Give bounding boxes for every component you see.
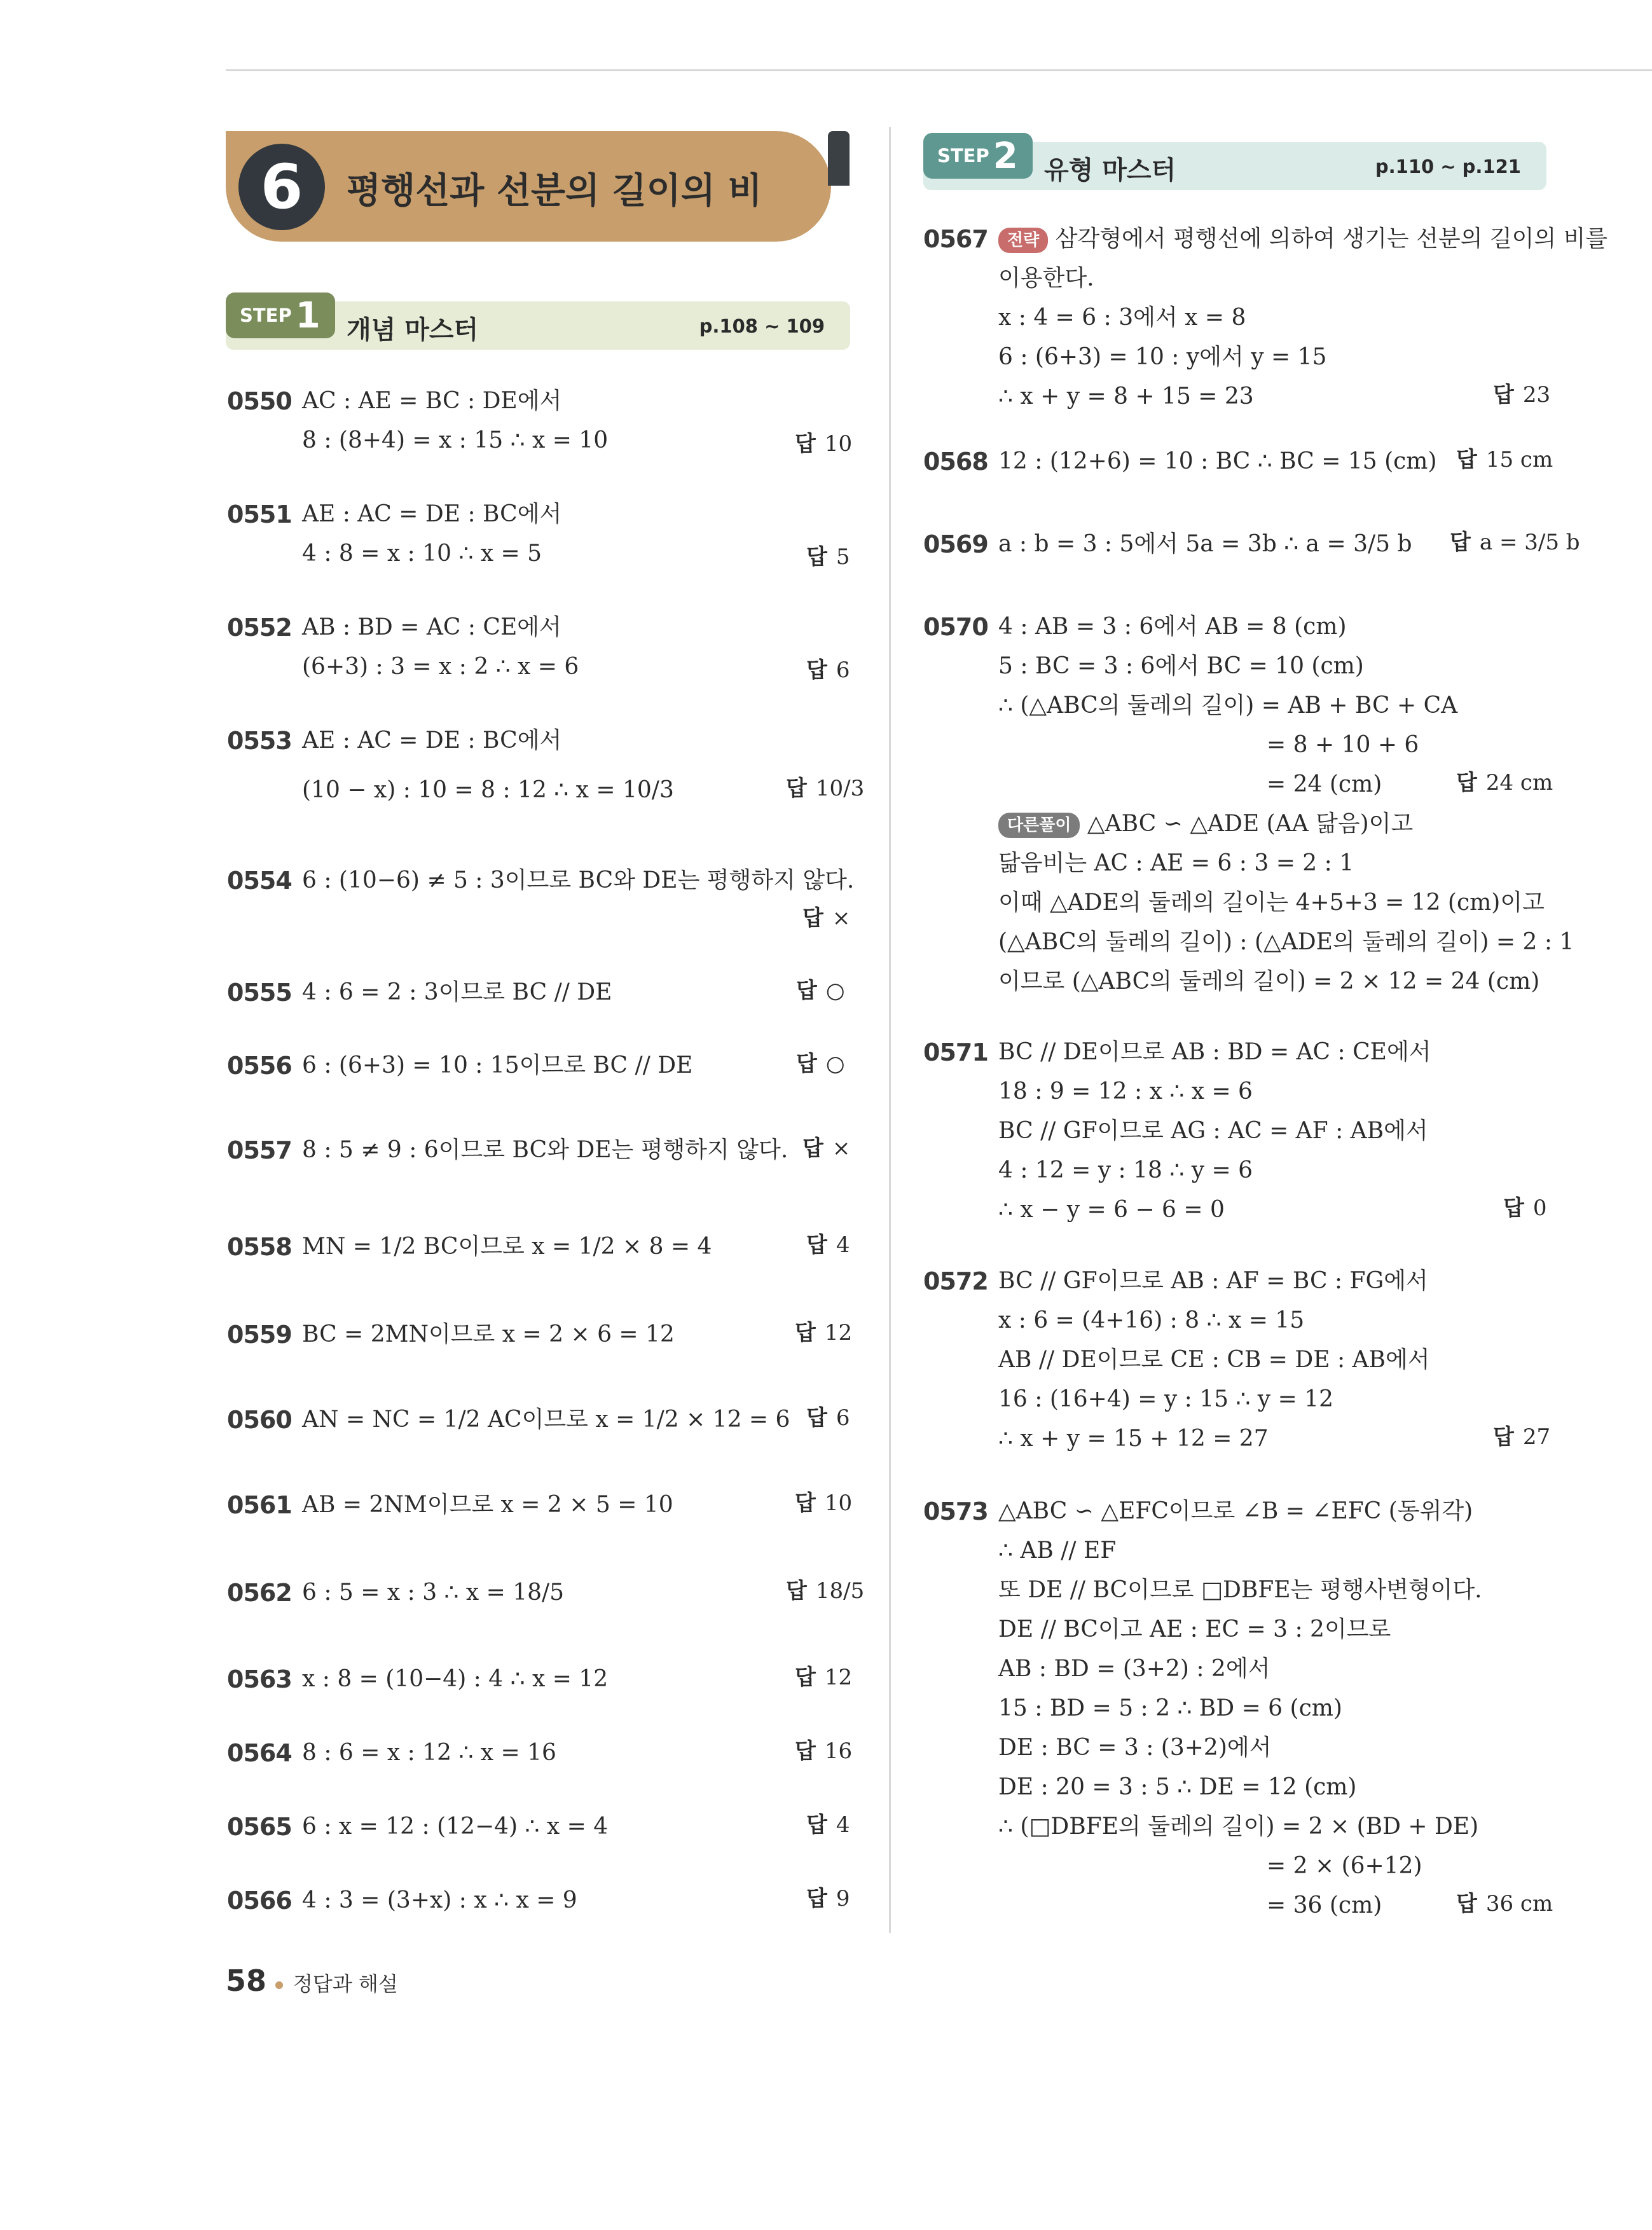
problem-number: 0562 — [227, 1579, 292, 1607]
solution-line: 6 : (6+3) = 10 : 15이므로 BC // DE — [302, 1052, 693, 1078]
solution-line: (10 − x) : 10 = 8 : 12 ∴ x = 10/3 — [302, 777, 674, 803]
solution-line: BC // GF이므로 AG : AC = AF : AB에서 — [998, 1118, 1428, 1144]
problem-number: 0564 — [227, 1739, 292, 1767]
step2-title: 유형 마스터 — [1044, 156, 1176, 185]
solution-line: AB = 2NM이므로 x = 2 × 5 = 10 — [302, 1492, 673, 1518]
answer-value: 10 — [824, 1490, 853, 1516]
step1-pages: p.108 ~ 109 — [699, 315, 825, 337]
answer-label: 답 — [795, 1320, 816, 1346]
step1-number: 1 — [295, 294, 320, 336]
problem-number: 0567 — [923, 225, 988, 253]
answer-0570 — [1456, 765, 1553, 796]
answer-value: 23 — [1522, 382, 1551, 408]
answer-0550 — [795, 426, 852, 457]
step2-word: STEP — [937, 145, 989, 167]
answer-label: 답 — [795, 431, 816, 457]
answer-0555 — [796, 973, 845, 1004]
solution-line: 16 : (16+4) = y : 15 ∴ y = 12 — [998, 1386, 1333, 1412]
solution-line: 5 : BC = 3 : 6에서 BC = 10 (cm) — [998, 653, 1364, 679]
step2-badge — [923, 133, 1033, 179]
solution-line: (△ABC의 둘레의 길이) : (△ADE의 둘레의 길이) = 2 : 1 — [998, 929, 1574, 955]
answer-value: 10/3 — [815, 776, 865, 801]
solution-line: x : 4 = 6 : 3에서 x = 8 — [998, 305, 1246, 331]
answer-label: 답 — [795, 1738, 816, 1764]
problem-number: 0555 — [227, 979, 292, 1007]
top-rule — [226, 69, 1652, 71]
footer-dot-icon — [275, 1981, 283, 1989]
solution-line: AB // DE이므로 CE : CB = DE : AB에서 — [998, 1347, 1430, 1373]
answer-0567 — [1493, 377, 1550, 408]
answer-0554 — [802, 900, 850, 932]
problem-number: 0554 — [227, 867, 292, 895]
step1-badge — [226, 293, 335, 338]
answer-0562 — [786, 1573, 864, 1604]
problem-number: 0572 — [923, 1267, 988, 1295]
solution-line: 이용한다. — [998, 265, 1094, 291]
answer-0553 — [786, 771, 864, 802]
solution-line: AB : BD = AC : CE에서 — [302, 614, 561, 640]
solution-line: ∴ x + y = 15 + 12 = 27 — [998, 1426, 1269, 1452]
answer-value: 24 cm — [1485, 770, 1553, 795]
solution-line: 또 DE // BC이므로 □DBFE는 평행사변형이다. — [998, 1577, 1482, 1603]
solution-line: ∴ x + y = 8 + 15 = 23 — [998, 383, 1254, 410]
solution-line: 18 : 9 = 12 : x ∴ x = 6 — [998, 1078, 1253, 1105]
solution-line: AN = NC = 1/2 AC이므로 x = 1/2 × 12 = 6 — [302, 1407, 790, 1433]
step2-number: 2 — [993, 135, 1018, 177]
step1-title: 개념 마스터 — [347, 315, 479, 345]
answer-0572 — [1493, 1419, 1550, 1450]
answer-0563 — [795, 1660, 852, 1691]
answer-0558 — [806, 1227, 850, 1258]
solution-line: BC // GF이므로 AB : AF = BC : FG에서 — [998, 1268, 1428, 1294]
problem-number: 0552 — [227, 614, 292, 642]
solution-line: 6 : (10−6) ≠ 5 : 3이므로 BC와 DE는 평행하지 않다. — [302, 867, 855, 893]
problem-number: 0565 — [227, 1813, 292, 1841]
answer-value: 6 — [836, 1405, 850, 1431]
solution-line: 6 : (6+3) = 10 : y에서 y = 15 — [998, 344, 1327, 370]
solution-line: DE : 20 = 3 : 5 ∴ DE = 12 (cm) — [998, 1774, 1357, 1800]
solution-line: 8 : 6 = x : 12 ∴ x = 16 — [302, 1740, 556, 1766]
answer-value: 12 — [824, 1320, 853, 1346]
answer-value: × — [832, 905, 851, 931]
answer-value: 9 — [836, 1886, 850, 1911]
answer-label: 답 — [795, 1665, 816, 1690]
answer-value: ○ — [825, 978, 845, 1003]
chapter-title: 평행선과 선분의 길이의 비 — [347, 170, 762, 212]
problem-number: 0557 — [227, 1136, 292, 1164]
solution-line: ∴ AB // EF — [998, 1538, 1117, 1564]
solution-line: = 2 × (6+12) — [1267, 1853, 1422, 1879]
solution-text: 삼각형에서 평행선에 의하여 생기는 선분의 길이의 비를 — [1055, 226, 1608, 252]
problem-number: 0571 — [923, 1038, 988, 1066]
solution-line: 이때 △ADE의 둘레의 길이는 4+5+3 = 12 (cm)이고 — [998, 890, 1545, 916]
problem-number: 0558 — [227, 1233, 292, 1261]
problem-number: 0559 — [227, 1321, 292, 1349]
answer-label: 답 — [795, 1490, 816, 1516]
column-divider — [889, 127, 891, 1933]
answer-label: 답 — [1450, 530, 1471, 555]
solution-line: = 8 + 10 + 6 — [1267, 732, 1419, 758]
answer-value: 10 — [824, 431, 853, 457]
alternative-solution-tag: 다른풀이 — [998, 813, 1080, 838]
solution-line: BC // DE이므로 AB : BD = AC : CE에서 — [998, 1039, 1431, 1065]
answer-value: 15 cm — [1485, 447, 1553, 472]
problem-number: 0570 — [923, 613, 988, 641]
answer-0557 — [802, 1131, 850, 1162]
answer-value: 0 — [1532, 1195, 1547, 1221]
problem-number: 0563 — [227, 1665, 292, 1693]
solution-line: 15 : BD = 5 : 2 ∴ BD = 6 (cm) — [998, 1695, 1342, 1721]
answer-value: 16 — [824, 1738, 853, 1764]
solution-line: (6+3) : 3 = x : 2 ∴ x = 6 — [302, 654, 579, 680]
solution-line: = 24 (cm) — [1267, 771, 1382, 797]
solution-line: ∴ (□DBFE의 둘레의 길이) = 2 × (BD + DE) — [998, 1814, 1479, 1840]
solution-line: AE : AC = DE : BC에서 — [302, 501, 562, 527]
solution-line — [998, 804, 1413, 844]
problem-number: 0551 — [227, 500, 292, 528]
problem-number: 0561 — [227, 1491, 292, 1519]
problem-number: 0553 — [227, 727, 292, 755]
answer-value: ○ — [825, 1051, 845, 1077]
solution-line: 닮음비는 AC : AE = 6 : 3 = 2 : 1 — [998, 850, 1354, 876]
answer-label: 답 — [786, 776, 807, 801]
problem-number: 0569 — [923, 530, 988, 558]
solution-line: 12 : (12+6) = 10 : BC ∴ BC = 15 (cm) — [998, 448, 1437, 474]
chapter-banner — [226, 131, 831, 242]
answer-label: 답 — [796, 1051, 817, 1077]
answer-0551 — [806, 539, 850, 570]
answer-0571 — [1503, 1190, 1547, 1222]
solution-line: 8 : 5 ≠ 9 : 6이므로 BC와 DE는 평행하지 않다. — [302, 1137, 788, 1163]
solution-line: ∴ x − y = 6 − 6 = 0 — [998, 1197, 1225, 1223]
answer-label: 답 — [1493, 1424, 1514, 1450]
answer-0565 — [806, 1807, 850, 1838]
answer-label: 답 — [1456, 1891, 1477, 1917]
answer-label: 답 — [796, 978, 817, 1003]
solution-line: DE // BC이고 AE : EC = 3 : 2이므로 — [998, 1616, 1391, 1642]
problem-number: 0573 — [923, 1497, 988, 1525]
solution-line: x : 6 = (4+16) : 8 ∴ x = 15 — [998, 1307, 1305, 1333]
answer-0560 — [806, 1400, 850, 1431]
answer-value: 4 — [836, 1232, 850, 1258]
footer-title: 정답과 해설 — [293, 1972, 398, 1996]
solution-line: 8 : (8+4) = x : 15 ∴ x = 10 — [302, 427, 609, 453]
answer-0573 — [1456, 1886, 1553, 1917]
answer-label: 답 — [1456, 447, 1477, 472]
answer-0552 — [806, 652, 850, 684]
problem-number: 0550 — [227, 387, 292, 415]
solution-line: x : 8 = (10−4) : 4 ∴ x = 12 — [302, 1666, 609, 1692]
answer-value: × — [832, 1136, 851, 1161]
problem-number: 0566 — [227, 1887, 292, 1915]
step2-header — [923, 135, 1546, 190]
answer-label: 답 — [806, 1232, 827, 1258]
solution-line — [998, 219, 1607, 259]
step1-header — [226, 294, 850, 350]
solution-line: AE : AC = DE : BC에서 — [302, 727, 562, 754]
solution-line: 4 : 12 = y : 18 ∴ y = 6 — [998, 1157, 1253, 1183]
solution-line: AC : AE = BC : DE에서 — [302, 388, 562, 414]
problem-number: 0556 — [227, 1052, 292, 1080]
answer-value: 27 — [1522, 1424, 1551, 1450]
answer-0556 — [796, 1046, 845, 1077]
answer-0566 — [806, 1881, 850, 1912]
answer-value: 5 — [836, 544, 850, 570]
solution-line: ∴ (△ABC의 둘레의 길이) = AB + BC + CA — [998, 692, 1458, 719]
answer-value: 18/5 — [815, 1578, 865, 1604]
answer-0569 — [1450, 525, 1580, 556]
answer-0564 — [795, 1733, 852, 1765]
page-number: 58 — [226, 1964, 267, 1998]
answer-label: 답 — [806, 544, 827, 570]
solution-line: a : b = 3 : 5에서 5a = 3b ∴ a = 3/5 b — [998, 531, 1412, 557]
solution-line: = 36 (cm) — [1267, 1892, 1382, 1918]
answer-label: 답 — [806, 657, 827, 683]
solution-line: BC = 2MN이므로 x = 2 × 6 = 12 — [302, 1321, 675, 1347]
answer-label: 답 — [786, 1578, 807, 1604]
step2-pages: p.110 ~ p.121 — [1375, 156, 1521, 177]
answer-0568 — [1456, 442, 1553, 473]
solution-line: 4 : 3 = (3+x) : x ∴ x = 9 — [302, 1887, 577, 1913]
answer-0559 — [795, 1315, 852, 1346]
solution-line: DE : BC = 3 : (3+2)에서 — [998, 1735, 1272, 1761]
chapter-number: 6 — [238, 144, 325, 230]
strategy-tag: 전략 — [998, 228, 1048, 253]
chapter-tab-marker — [828, 131, 850, 186]
answer-label: 답 — [806, 1886, 827, 1911]
answer-value: 6 — [836, 657, 850, 683]
answer-label: 답 — [1503, 1195, 1524, 1221]
solution-line: 4 : 6 = 2 : 3이므로 BC // DE — [302, 979, 612, 1005]
problem-number: 0568 — [923, 448, 988, 476]
solution-line: 6 : x = 12 : (12−4) ∴ x = 4 — [302, 1814, 609, 1840]
solution-line: 4 : AB = 3 : 6에서 AB = 8 (cm) — [998, 614, 1347, 640]
answer-label: 답 — [806, 1405, 827, 1431]
answer-label: 답 — [806, 1812, 827, 1838]
answer-value: 36 cm — [1485, 1891, 1553, 1917]
page-footer — [226, 1964, 398, 1998]
answer-value: 12 — [824, 1665, 853, 1690]
solution-line: 이므로 (△ABC의 둘레의 길이) = 2 × 12 = 24 (cm) — [998, 968, 1540, 995]
solution-text: △ABC ∽ △ADE (AA 닮음)이고 — [1087, 811, 1414, 837]
solution-line: AB : BD = (3+2) : 2에서 — [998, 1656, 1270, 1682]
step1-word: STEP — [240, 305, 292, 326]
answer-label: 답 — [802, 905, 823, 931]
solution-line: 4 : 8 = x : 10 ∴ x = 5 — [302, 540, 542, 567]
answer-label: 답 — [1456, 770, 1477, 795]
answer-label: 답 — [1493, 382, 1514, 408]
answer-value: a = 3/5 b — [1479, 530, 1580, 555]
solution-line: MN = 1/2 BC이므로 x = 1/2 × 8 = 4 — [302, 1234, 712, 1260]
solution-line: △ABC ∽ △EFC이므로 ∠B = ∠EFC (동위각) — [998, 1498, 1473, 1524]
solution-line: 6 : 5 = x : 3 ∴ x = 18/5 — [302, 1580, 565, 1606]
answer-value: 4 — [836, 1812, 850, 1838]
problem-number: 0560 — [227, 1406, 292, 1434]
answer-label: 답 — [802, 1136, 823, 1161]
answer-0561 — [795, 1485, 852, 1517]
